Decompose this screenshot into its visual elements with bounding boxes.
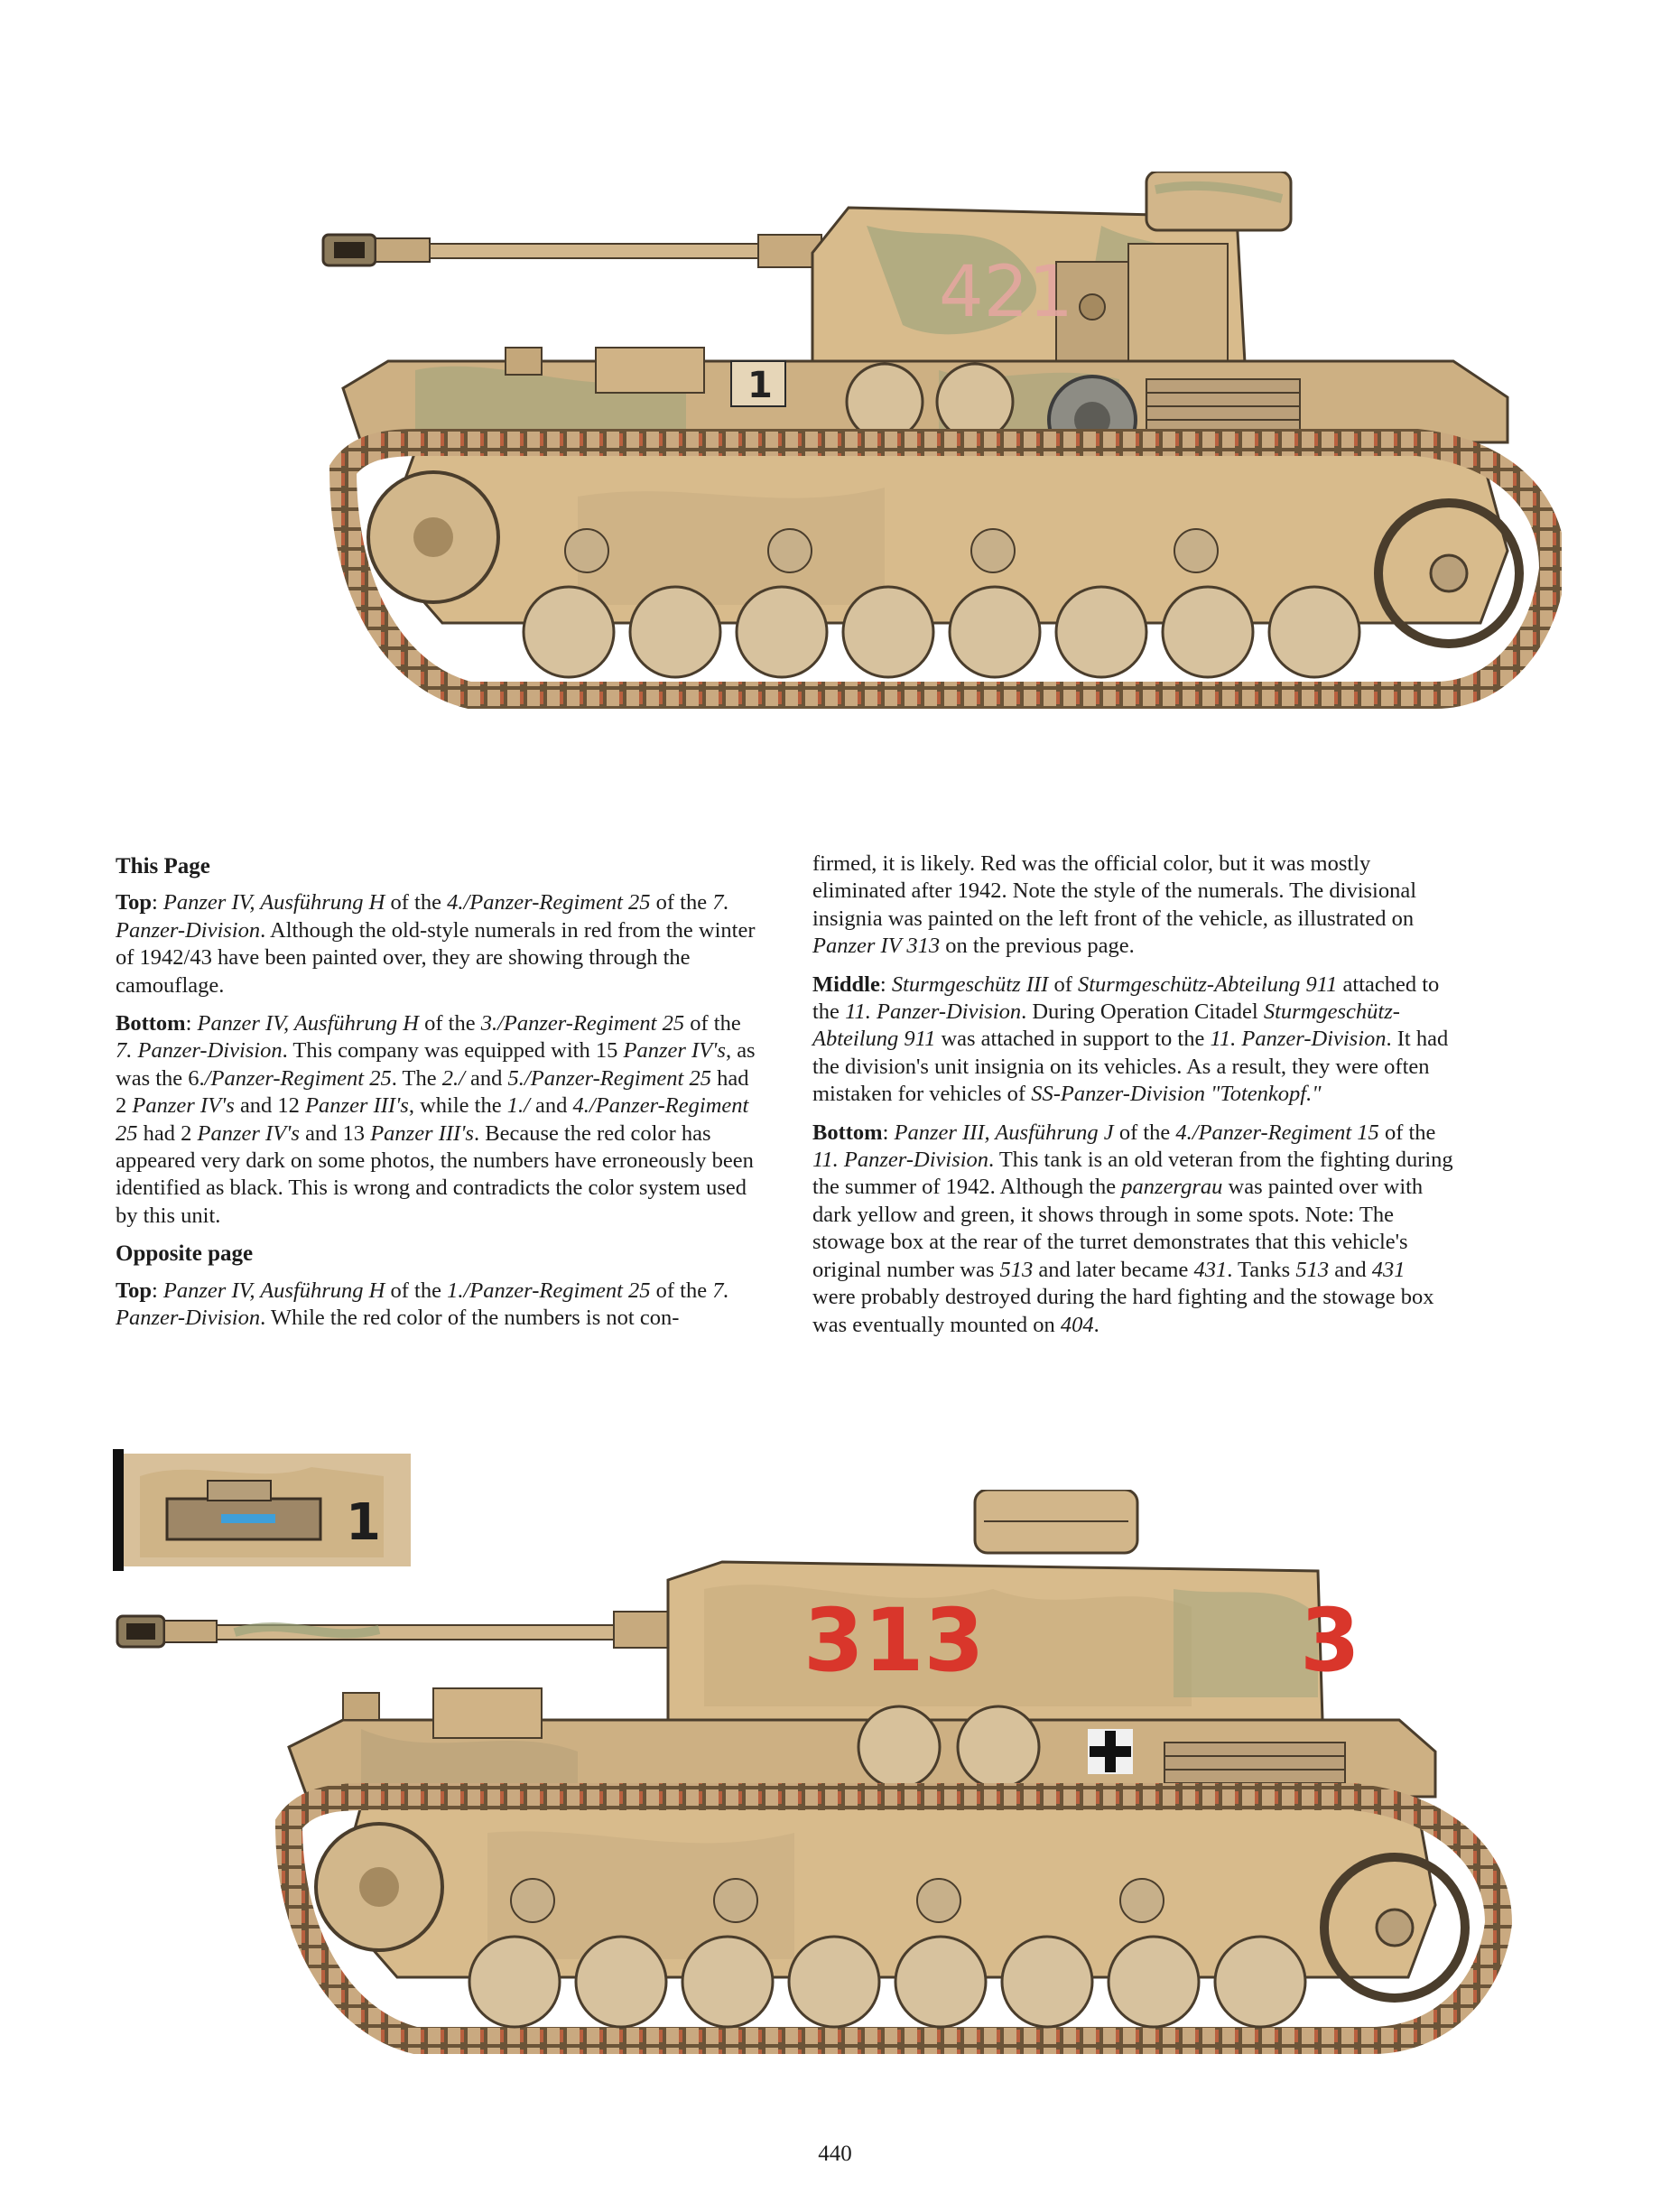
- caption-italic-term: Panzer IV's: [197, 1120, 300, 1146]
- caption-text: of the: [684, 1011, 741, 1036]
- turret-number: 313: [803, 1590, 985, 1691]
- caption-text: :: [879, 971, 892, 997]
- caption-column-left: [116, 853, 756, 1343]
- caption-italic-term: 513: [1295, 1257, 1330, 1282]
- caption-text: , while the: [408, 1093, 507, 1119]
- caption-text: :: [151, 890, 163, 915]
- heading-this-page: This Page: [116, 854, 210, 878]
- caption-text: had 2: [137, 1120, 198, 1146]
- caption-text: . Because the red color has appeared very dark on some photos, the numbers have erroneously been identified as black. This is wrong and contradicts the color system used by this unit.: [116, 1120, 754, 1228]
- turret: [668, 1490, 1360, 1720]
- caption-italic-term: /Panzer-Regiment 25: [204, 1065, 392, 1091]
- caption-italic-term: 11. Panzer-Division: [845, 999, 1022, 1025]
- caption-italic-term: Panzer III's: [370, 1120, 474, 1146]
- caption-text: firmed, it is likely. Red was the official color, but it was mostly eliminated after 1942. Note the style of the numerals. The divisional insignia was painted on the left front of the vehicle, as illustrated on: [812, 851, 1417, 931]
- caption-text: of the: [650, 890, 713, 915]
- caption-paragraph: [116, 1010, 756, 1230]
- caption-italic-term: Panzer IV, Ausführung H: [197, 1011, 419, 1036]
- caption-italic-term: 4./Panzer-Regiment 25: [116, 1093, 749, 1146]
- turret-number-rear: 3: [1300, 1590, 1360, 1691]
- caption-text: of the: [418, 1011, 481, 1036]
- caption-text: was attached in support to the: [935, 1027, 1211, 1052]
- caption-text: of the: [650, 1278, 713, 1303]
- caption-italic-term: Sturmgeschütz-Abteilung 911: [1078, 971, 1338, 997]
- tank-illustration-bottom: [108, 1490, 1517, 2059]
- caption-italic-term: panzergrau: [1121, 1175, 1223, 1200]
- gun-barrel: [323, 235, 821, 267]
- caption-text: . This tank is an old veteran from the fighting during the summer of 1942. Although the: [812, 1148, 1453, 1200]
- caption-italic-term: SS-Panzer-Division "Totenkopf.": [1031, 1082, 1322, 1107]
- caption-italic-term: 2./: [441, 1065, 465, 1091]
- caption-text: . The: [391, 1065, 442, 1091]
- caption-italic-term: 7. Panzer-Division: [116, 890, 729, 943]
- caption-text: was painted over with dark yellow and green, it shows through in some spots. Note: The stowage box at the rear of the turret demonstrates that this vehicle's original number was: [812, 1175, 1424, 1282]
- hull-marking: 1: [747, 365, 773, 406]
- caption-text: . Tanks: [1227, 1257, 1296, 1282]
- caption-paragraph: [812, 1120, 1453, 1339]
- caption-italic-term: Panzer IV, Ausführung H: [162, 1278, 385, 1303]
- caption-text: of the: [385, 1278, 448, 1303]
- caption-text: . This company was equipped with 15: [282, 1038, 624, 1064]
- caption-text: :: [882, 1120, 895, 1145]
- caption-text: and: [1329, 1257, 1372, 1282]
- caption-italic-term: Panzer IV's: [623, 1038, 726, 1064]
- caption-italic-term: 11. Panzer-Division: [1210, 1027, 1387, 1052]
- hull: [343, 348, 1508, 623]
- caption-text: . Although the old-style numerals in red from the winter of 1942/43 have been painted over, they are showing through the camouflage.: [116, 917, 756, 998]
- caption-text: and 13: [299, 1120, 371, 1146]
- caption-label: Top: [116, 890, 152, 915]
- caption-italic-term: 7. Panzer-Division: [116, 1278, 729, 1331]
- caption-italic-term: Panzer III's: [305, 1093, 409, 1119]
- caption-text: :: [185, 1011, 198, 1036]
- caption-italic-term: 513: [999, 1257, 1034, 1282]
- caption-text: , as was the 6.: [116, 1038, 756, 1091]
- caption-text: :: [151, 1278, 163, 1303]
- caption-text: .: [1093, 1312, 1099, 1337]
- caption-italic-term: 4./Panzer-Regiment 25: [447, 890, 651, 915]
- caption-text: of the: [1378, 1120, 1436, 1145]
- caption-label: Top: [116, 1278, 152, 1303]
- page-number: 440: [818, 2142, 852, 2166]
- caption-text: . While the red color of the numbers is not con-: [260, 1306, 680, 1331]
- hull: [289, 1688, 1435, 1977]
- caption-italic-term: Panzer IV, Ausführung H: [162, 890, 385, 915]
- caption-text: on the previous page.: [940, 934, 1135, 959]
- caption-label: Middle: [812, 971, 880, 997]
- caption-paragraph: [116, 889, 756, 999]
- caption-text: and: [529, 1093, 573, 1119]
- caption-italic-term: 3./Panzer-Regiment 25: [480, 1011, 685, 1036]
- tank-illustration-top: [307, 172, 1562, 749]
- caption-italic-term: 7. Panzer-Division: [116, 1038, 283, 1064]
- caption-text: attached to the: [812, 971, 1440, 1025]
- turret: [812, 172, 1291, 379]
- balkenkreuz-insignia: [1088, 1729, 1133, 1774]
- caption-label: Bottom: [812, 1120, 883, 1145]
- heading-opposite-page: Opposite page: [116, 1241, 254, 1267]
- caption-italic-term: 431: [1193, 1257, 1228, 1282]
- caption-column-right: [812, 850, 1453, 1350]
- caption-italic-term: 1./: [506, 1093, 530, 1119]
- turret-number: 421: [939, 252, 1073, 333]
- caption-text: . During Operation Citadel: [1021, 999, 1264, 1025]
- caption-italic-term: 404: [1060, 1312, 1094, 1337]
- caption-italic-term: Sturmgeschütz III: [891, 971, 1049, 997]
- caption-italic-term: Sturmgeschütz-Abteilung 911: [812, 999, 1400, 1052]
- caption-text: and 12: [234, 1093, 306, 1119]
- caption-text: of the: [1113, 1120, 1176, 1145]
- caption-italic-term: 431: [1371, 1257, 1406, 1282]
- caption-text: of the: [385, 890, 448, 915]
- caption-text: had 2: [116, 1065, 749, 1119]
- caption-italic-term: Panzer III, Ausführung J: [894, 1120, 1114, 1145]
- caption-text: . It had the division's unit insignia on its vehicles. As a result, they were often mistaken for vehicles of: [812, 1027, 1449, 1107]
- caption-label: Bottom: [116, 1011, 186, 1036]
- caption-italic-term: 1./Panzer-Regiment 25: [447, 1278, 651, 1303]
- caption-text: were probably destroyed during the hard fighting and the stowage box was eventually mounted on: [812, 1285, 1434, 1337]
- caption-text: and: [464, 1065, 508, 1091]
- caption-paragraph: [812, 850, 1453, 961]
- inset-marking: 1: [346, 1493, 381, 1552]
- caption-italic-term: Panzer IV's: [132, 1093, 235, 1119]
- caption-italic-term: Panzer IV 313: [812, 934, 941, 959]
- caption-italic-term: 5./Panzer-Regiment 25: [507, 1065, 711, 1091]
- caption-paragraph: [812, 971, 1453, 1109]
- caption-italic-term: 11. Panzer-Division: [812, 1148, 989, 1173]
- caption-italic-term: 4./Panzer-Regiment 15: [1175, 1120, 1379, 1145]
- gun-barrel: [117, 1612, 686, 1648]
- caption-paragraph: [116, 1278, 756, 1333]
- caption-text: of: [1048, 971, 1078, 997]
- caption-text: and later became: [1033, 1257, 1194, 1282]
